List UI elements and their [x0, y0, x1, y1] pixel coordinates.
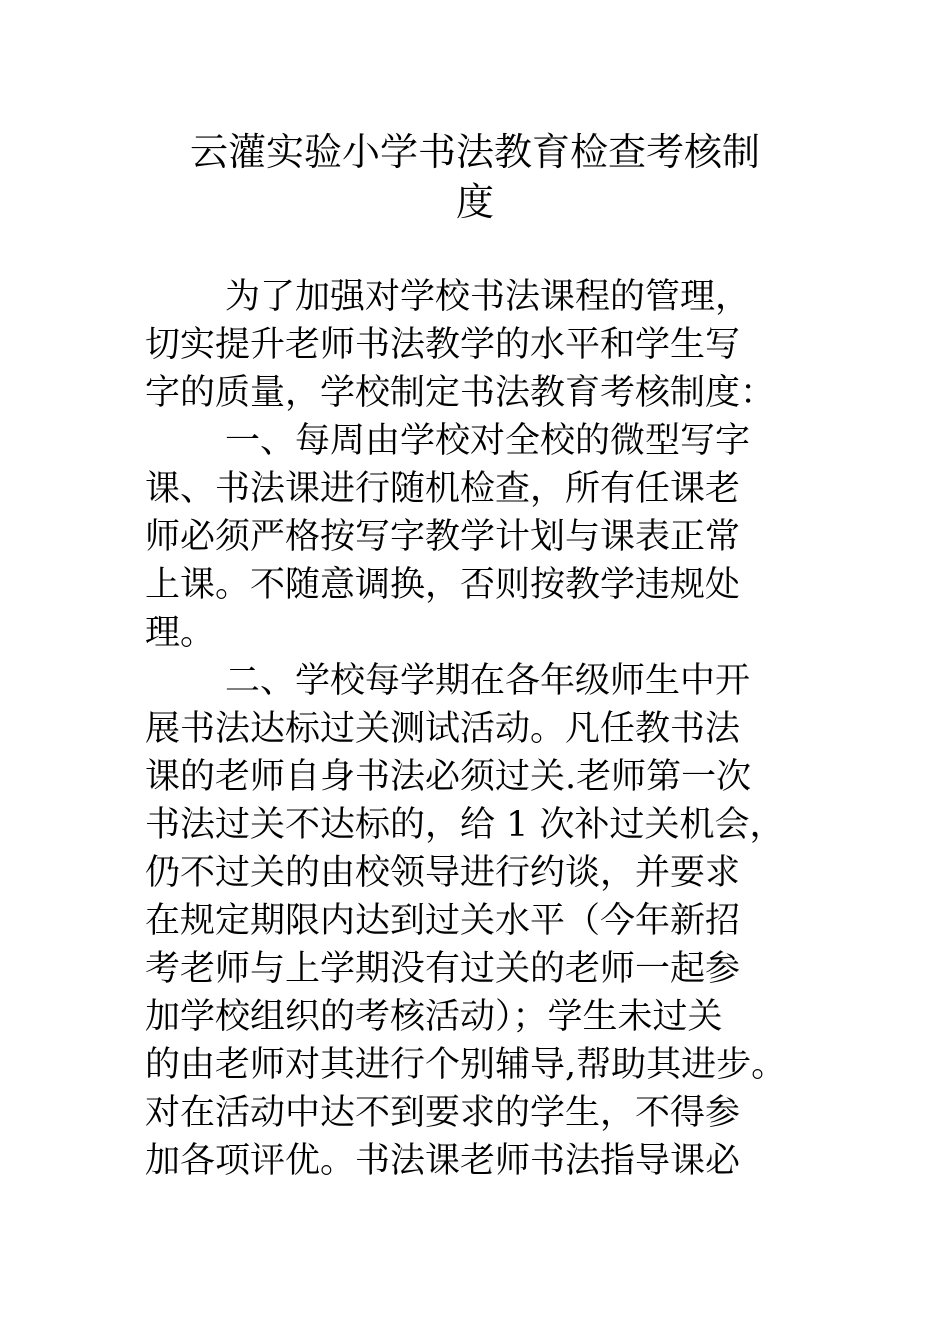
- paragraph-line: 的由老师对其进行个别辅导,帮助其进步。: [145, 1045, 787, 1085]
- paragraph-line: 上课。不随意调换，否则按教学违规处: [145, 565, 741, 605]
- paragraph-line: 加各项评优。书法课老师书法指导课必: [145, 1141, 741, 1181]
- paragraph-line: 二、学校每学期在各年级师生中开: [225, 661, 751, 701]
- paragraph-line: 理。: [145, 613, 216, 653]
- paragraph-line: 展书法达标过关测试活动。凡任教书法: [145, 709, 741, 749]
- paragraph-line: 对在活动中达不到要求的学生，不得参: [145, 1093, 741, 1133]
- paragraph-line: 字的质量，学校制定书法教育考核制度：: [145, 373, 776, 413]
- paragraph-line: 课、书法课进行随机检查，所有任课老: [145, 469, 741, 509]
- paragraph-line: 课的老师自身书法必须过关.老师第一次: [145, 757, 752, 797]
- document-title-line-2: 度: [455, 180, 494, 224]
- paragraph-line: 师必须严格按写字教学计划与课表正常: [145, 517, 741, 557]
- paragraph-line: 为了加强对学校书法课程的管理，: [225, 277, 751, 317]
- document-title-line-1: 云灌实验小学书法教育检查考核制: [189, 130, 760, 174]
- paragraph-line: 书法过关不达标的，给 1 次补过关机会，: [145, 805, 785, 845]
- paragraph-line: 考老师与上学期没有过关的老师一起参: [145, 949, 741, 989]
- paragraph-line: 切实提升老师书法教学的水平和学生写: [145, 325, 741, 365]
- paragraph-line: 加学校组织的考核活动）；学生未过关: [145, 997, 723, 1037]
- paragraph-line: 在规定期限内达到过关水平（今年新招: [145, 901, 741, 941]
- paragraph-line: 仍不过关的由校领导进行约谈，并要求: [145, 853, 741, 893]
- paragraph-line: 一、每周由学校对全校的微型写字: [225, 421, 751, 461]
